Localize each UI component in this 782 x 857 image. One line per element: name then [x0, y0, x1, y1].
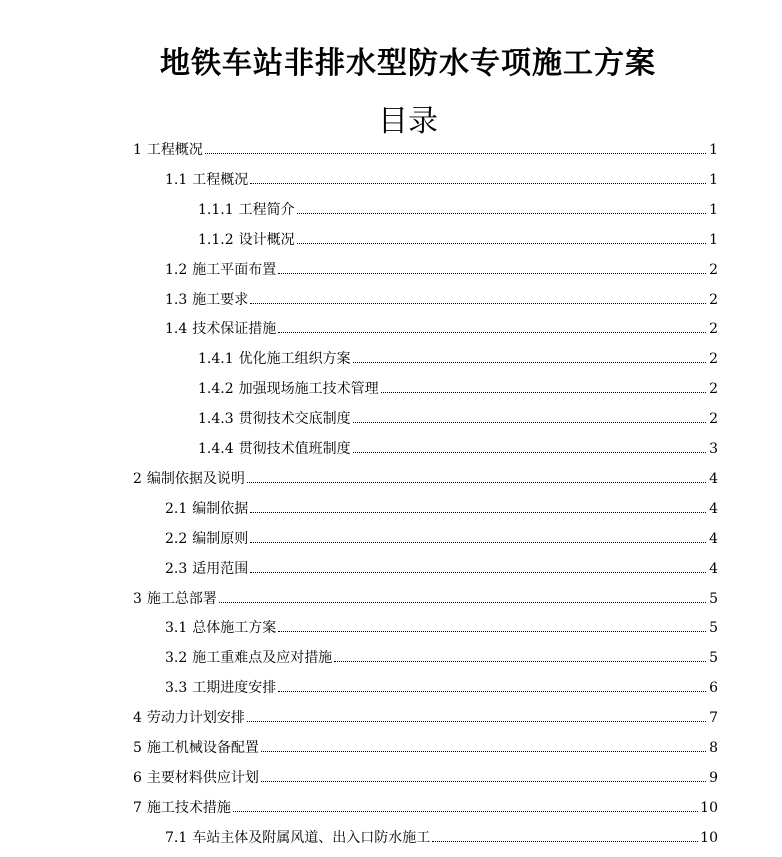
toc-entry-title: 贯彻技术交底制度: [238, 411, 351, 428]
toc-entry[interactable]: [165, 498, 718, 520]
toc-entry[interactable]: [133, 588, 718, 610]
toc-entry[interactable]: [133, 468, 718, 490]
toc-leader-dots: [205, 139, 706, 154]
toc-entry-page: 10: [700, 829, 718, 846]
toc-entry-title: 贯彻技术值班制度: [238, 441, 351, 457]
toc-entry-title: 工程简介: [238, 201, 295, 218]
toc-entry-title: 施工机械设备配置: [146, 740, 259, 756]
toc-entry-number: 3: [133, 590, 142, 607]
document-title: 地铁车站非排水型防水专项施工方案: [160, 46, 656, 81]
toc-heading: 目录: [378, 104, 438, 139]
toc-entry-page: 8: [709, 740, 718, 756]
toc-entry[interactable]: [165, 259, 718, 281]
toc-entry-title: 劳动力计划安排: [146, 710, 245, 727]
toc-entry-page: 2: [709, 351, 718, 368]
toc-entry-number: 1.1.1: [198, 201, 234, 218]
toc-entry-title: 适用范围: [192, 560, 249, 577]
toc-entry-page: 4: [709, 500, 718, 517]
toc-entry[interactable]: [165, 558, 718, 580]
toc-entry-page: 7: [709, 710, 718, 727]
toc-entry-number: 6: [133, 769, 142, 786]
toc-entry-page: 10: [700, 799, 718, 816]
toc-entry[interactable]: [165, 617, 718, 639]
toc-entry-title: 施工技术措施: [146, 799, 231, 816]
toc-leader-dots: [278, 318, 706, 333]
toc-entry-page: 4: [709, 530, 718, 547]
toc-entry[interactable]: [165, 169, 718, 191]
toc-entry[interactable]: [133, 139, 718, 161]
toc-entry-number: 2.3: [165, 560, 188, 577]
toc-leader-dots: [247, 468, 706, 483]
toc-entry-title: 施工总部署: [146, 590, 217, 607]
toc-entry[interactable]: [165, 647, 718, 669]
toc-entry[interactable]: [133, 797, 718, 819]
toc-entry-page: 1: [709, 201, 718, 218]
toc-entry-page: 4: [709, 470, 718, 487]
toc-leader-dots: [250, 558, 706, 573]
toc-entry-page: 2: [709, 381, 718, 398]
toc-entry-number: 1.2: [165, 261, 188, 278]
toc-entry-title: 车站主体及附属风道、出入口防水施工: [192, 829, 431, 846]
toc-entry-number: 7: [133, 799, 142, 816]
toc-leader-dots: [353, 408, 706, 423]
toc-leader-dots: [247, 707, 706, 722]
toc-entry-title: 编制原则: [192, 530, 249, 547]
toc-entry[interactable]: [198, 438, 718, 460]
toc-entry-title: 编制依据: [192, 500, 249, 517]
toc-entry-number: 3.1: [165, 620, 188, 637]
toc-leader-dots: [250, 498, 706, 513]
toc-entry-number: 1.4: [165, 321, 188, 338]
toc-entry-number: 5: [133, 740, 142, 756]
toc-leader-dots: [233, 797, 698, 812]
toc-entry-number: 1.4.3: [198, 411, 234, 428]
toc-entry-title: 加强现场施工技术管理: [238, 381, 379, 398]
toc-entry-page: 5: [709, 590, 718, 607]
toc-leader-dots: [381, 378, 706, 393]
toc-entry-page: 2: [709, 411, 718, 428]
toc-leader-dots: [250, 528, 706, 543]
toc-entry-title: 优化施工组织方案: [238, 351, 351, 368]
toc-entry-title: 技术保证措施: [192, 321, 277, 338]
toc-entry[interactable]: [133, 707, 718, 729]
toc-entry-number: 3.3: [165, 680, 188, 697]
toc-entry-number: 2: [133, 470, 142, 487]
toc-entry-title: 工程概况: [192, 171, 249, 188]
toc-entry-page: 1: [709, 171, 718, 188]
toc-entry-page: 3: [709, 441, 718, 457]
toc-entry-number: 1.4.2: [198, 381, 234, 398]
toc-leader-dots: [297, 229, 706, 244]
toc-leader-dots: [353, 438, 706, 453]
toc-entry[interactable]: [198, 229, 718, 251]
toc-entry-number: 1.1: [165, 171, 188, 188]
toc-leader-dots: [219, 588, 706, 603]
toc-leader-dots: [278, 259, 706, 274]
toc-leader-dots: [432, 827, 698, 842]
toc-leader-dots: [353, 348, 706, 363]
toc-entry-title: 施工重难点及应对措施: [192, 650, 333, 667]
toc-entry-title: 工期进度安排: [192, 680, 277, 697]
toc-entry-number: 7.1: [165, 829, 188, 846]
toc-entry-number: 1.4.4: [198, 441, 234, 457]
toc-entry[interactable]: [133, 737, 718, 759]
toc-entry-number: 3.2: [165, 650, 188, 667]
toc-entry-number: 2.1: [165, 500, 188, 517]
toc-entry-title: 总体施工方案: [192, 620, 277, 637]
toc-entry-page: 1: [709, 231, 718, 248]
toc-leader-dots: [261, 737, 706, 752]
toc-leader-dots: [278, 617, 706, 632]
toc-entry-title: 工程概况: [146, 142, 203, 158]
toc-leader-dots: [261, 767, 706, 782]
toc-entry-page: 6: [709, 680, 718, 697]
toc-entry[interactable]: [165, 318, 718, 340]
toc-entry-title: 施工要求: [192, 291, 249, 308]
toc-entry-page: 2: [709, 291, 718, 308]
toc-leader-dots: [297, 199, 706, 214]
toc-entry-title: 施工平面布置: [192, 261, 277, 278]
toc-entry-number: 1.3: [165, 291, 188, 308]
toc-entry[interactable]: [165, 289, 718, 311]
toc-entry-page: 1: [709, 142, 718, 158]
toc-entry-page: 5: [709, 620, 718, 637]
toc-entry[interactable]: [165, 677, 718, 699]
toc-entry[interactable]: [198, 408, 718, 430]
toc-entry-number: 4: [133, 710, 142, 727]
toc-entry-page: 9: [709, 769, 718, 786]
toc-entry-page: 2: [709, 321, 718, 338]
toc-entry-page: 4: [709, 560, 718, 577]
toc-entry-number: 1.4.1: [198, 351, 234, 368]
toc-leader-dots: [334, 647, 706, 662]
toc-leader-dots: [250, 289, 706, 304]
toc-entry-title: 编制依据及说明: [146, 470, 245, 487]
toc-entry-number: 2.2: [165, 530, 188, 547]
toc-leader-dots: [250, 169, 706, 184]
toc-entry-title: 设计概况: [238, 231, 295, 248]
toc-entry[interactable]: [133, 767, 718, 789]
toc-entry-number: 1: [133, 142, 142, 158]
toc-entry[interactable]: [198, 199, 718, 221]
toc-leader-dots: [278, 677, 706, 692]
toc-entry[interactable]: [165, 827, 718, 849]
toc-entry-title: 主要材料供应计划: [146, 769, 259, 786]
toc-entry-page: 2: [709, 261, 718, 278]
toc-entry[interactable]: [165, 528, 718, 550]
toc-entry[interactable]: [198, 348, 718, 370]
toc-entry[interactable]: [198, 378, 718, 400]
toc-entry-page: 5: [709, 650, 718, 667]
toc-entry-number: 1.1.2: [198, 231, 234, 248]
